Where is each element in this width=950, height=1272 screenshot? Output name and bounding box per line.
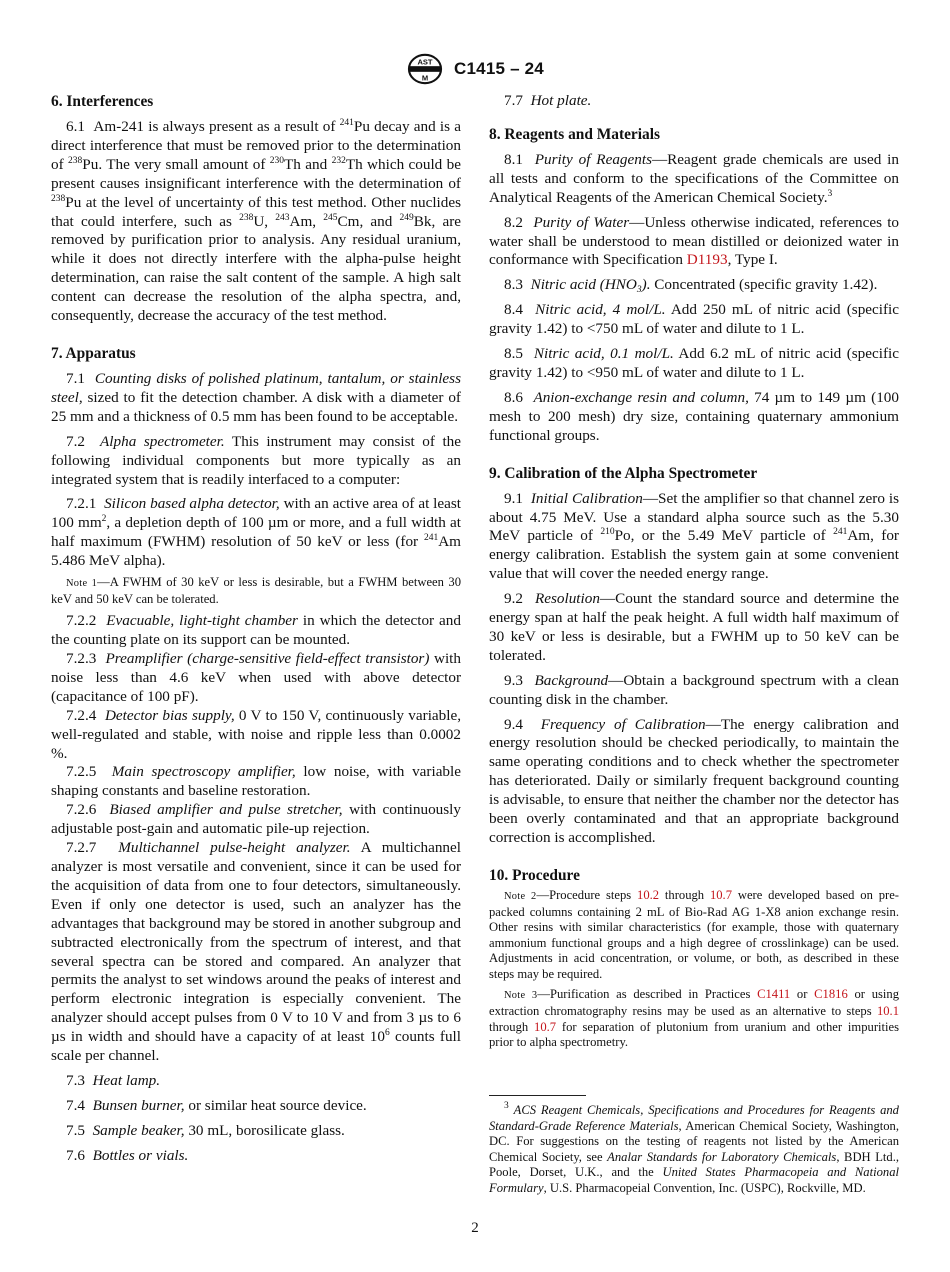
- section-7-heading: 7. Apparatus: [51, 344, 136, 362]
- para-7-7: 7.7 Hot plate.: [504, 92, 592, 109]
- para-7-2-3: 7.2.3 Preamplifier (charge-sensitive field-effect transistor) with noise less than 4.6 keV when used with above detector (capacitance of 100 pF).: [51, 650, 461, 705]
- para-9-2: 9.2 Resolution—Count the standard source and determine the energy span at half the peak height. A full width half maximum of 30 keV or less is desirable, but a FWHM up to 50 keV can be tolerated.: [489, 590, 899, 664]
- para-7-6: 7.6 Bottles or vials.: [66, 1146, 189, 1164]
- para-9-4: 9.4 Frequency of Calibration—The energy calibration and energy resolution should be checked periodically, to maintain the same operating conditions and to check whether the spectrometer has deteriorated. Daily or similarly frequent background counting is advisable, to ensure that neither the chamber nor the detector has been overly contaminated and that an appropriate background correction is accomplished.: [489, 715, 900, 846]
- link-10-1[interactable]: 10.1: [876, 1004, 899, 1019]
- standard-code: C1415 – 24: [454, 59, 544, 78]
- section-9-heading: 9. Calibration of the Alpha Spectrometer: [489, 464, 758, 482]
- para-7-2-6: 7.2.6 Biased amplifier and pulse stretcher, with continuously adjustable post-gain and automatic pile-up rejection.: [51, 801, 461, 838]
- link-10-2[interactable]: 10.2: [637, 887, 660, 902]
- note-3: Note 3—Purification as described in Practices C1411 or C1816 or using extraction chromatography resins may be used as an alternative to steps 10.1 through 10.7 for separation of plutonium from uranium and other impurities prior to alpha spectrometry.: [489, 987, 899, 1050]
- para-8-6: 8.6 Anion-exchange resin and column, 74 µm to 149 µm (100 mesh to 200 mesh) dry size, containing quaternary ammonium functional groups.: [489, 388, 899, 444]
- para-7-3: 7.3 Heat lamp.: [66, 1071, 161, 1089]
- para-8-4: 8.4 Nitric acid, 4 mol/L. Add 250 mL of nitric acid (specific gravity 1.42) to <750 mL of water and dilute to 1 L.: [489, 301, 900, 338]
- para-8-5: 8.5 Nitric acid, 0.1 mol/L. Add 6.2 mL of nitric acid (specific gravity 1.42) to <950 mL of water and dilute to 1 L.: [489, 345, 899, 381]
- link-10-7b[interactable]: 10.7: [534, 1019, 557, 1034]
- link-d1193[interactable]: D1193: [686, 251, 728, 269]
- para-7-2-7: 7.2.7 Multichannel pulse-height analyzer. A multichannel analyzer is most versatile and convenient, since it can be used for the acquisition of data from one to four detectors, simultaneously. Even if only one detector is used, such an analyzer has the advantages that background may be stored in another subgroup and subtracted electronically from the spectrum of interest, and that several spectra can be stored and compared. An analyzer that permits the analyst to set windows around the peaks of interest and perform electronic integration is especially convenient. The analyzer should accept pulses from 0 V to 10 V and from 3 µs to 6 µs in width and should have a capacity of at least $10^6$ counts full scale per channel.: [51, 839, 461, 1065]
- para-7-2-1: 7.2.1 Silicon based alpha detector, with an active area of at least 100 $mm^2$, a depletion depth of 100 µm or more, and a full width at half maximum (FWHM) resolution of 50 keV or less (for $^{241}$Am 5.486 MeV alpha).: [51, 495, 461, 570]
- left-column: [51, 92, 461, 1172]
- para-9-1: 9.1 Initial Calibration—Set the amplifier so that channel zero is about 4.75 MeV. Use a standard alpha source such as the 5.30 MeV particle of $^{210}$Po, or the 5.49 MeV particle of $^{241}$Am, for energy calibration. Establish the system gain at some convenient value that will cover the needed energy range.: [489, 489, 899, 583]
- para-7-2-5: 7.2.5 Main spectroscopy amplifier, low noise, with variable shaping constants and baseline restoration.: [51, 763, 461, 800]
- note-1: Note 1—A FWHM of 30 keV or less is desirable, but a FWHM between 30 keV and 50 keV can be tolerated.: [51, 575, 461, 606]
- para-7-4: 7.4 Bunsen burner, or similar heat source device.: [66, 1096, 367, 1114]
- section-10-heading: 10. Procedure: [489, 866, 580, 884]
- page-header: [0, 52, 950, 86]
- para-9-3: 9.3 Background—Obtain a background spectrum with a clean counting disk in the chamber.: [489, 671, 899, 708]
- para-7-5: 7.5 Sample beaker, 30 mL, borosilicate glass.: [66, 1121, 345, 1139]
- para-8-3: 8.3 Nitric acid $(HNO_3)$. Concentrated (specific gravity 1.42).: [504, 276, 878, 296]
- right-column: [489, 92, 899, 1056]
- para-6-1: 6.1 Am-241 is always present as a result of $^{241}$Pu decay and is a direct interference that must be removed prior to the determination of $^{238}$Pu. The very small amount of $^{230}$Th and $^{232}$Th which could be present causes insignificant interference with the determination of $^{238}$Pu at the level of uncertainty of this test method. Other nuclides that could interfere, such as $^{238}$U, $^{243}$Am, $^{245}$Cm, and $^{249}$Bk, are removed by purification prior to analysis. Any residual uranium, while it does not directly interfere with the alpha-pulse height determination, can raise the salt content of the sample. A high salt content can decrease the resolution of the alpha spectra, and, consequently, decrease the accuracy of the test method.: [51, 118, 462, 325]
- para-7-2-2: 7.2.2 Evacuable, light-tight chamber in which the detector and the counting plate on its support can be mounted.: [51, 612, 461, 649]
- link-10-7[interactable]: 10.7: [709, 887, 732, 902]
- footnote-3: $^3$ ACS Reagent Chemicals, Specifications and Procedures for Reagents and Standard-Grade Reference Materials, American Chemical Society, Washington, DC. For suggestions on the testing of reagents not listed by the American Chemical Society, see Analar Standards for Laboratory Chemicals, BDH Ltd., Poole, Dorset, U.K., and the United States Pharmacopeia and National Formulary, U.S. Pharmacopeial Convention, Inc. (USPC), Rockville, MD.: [489, 1101, 900, 1195]
- page-number: 2: [471, 1220, 479, 1236]
- para-7-2-4: 7.2.4 Detector bias supply, 0 V to 150 V, continuously variable, well-regulated and stable, with noise and ripple less than 0.0002 %.: [51, 706, 462, 762]
- svg-text:M: M: [421, 73, 429, 83]
- note-2: Note 2—Procedure steps 10.2 through 10.7 were developed based on pre-packed columns containing 2 mL of Bio-Rad AG 1-X8 anion exchange resin. Other resins with similar characteristics (for example, those with quaternary ammonium functional groups and a high degree of crosslinkage) can be used. Adjustments in acid concentration, or volume, or both, as described in these steps may be required.: [489, 887, 899, 981]
- para-7-1: 7.1 Counting disks of polished platinum, tantalum, or stainless steel, sized to fit the detection chamber. A disk with a diameter of 25 mm and a thickness of 0.5 mm has been found to be acceptable.: [51, 369, 461, 425]
- para-8-1: 8.1 Purity of Reagents—Reagent grade chemicals are used in all tests and conform to the specifications of the Committee on Analytical Reagents of the American Chemical Society.$^3$: [489, 150, 899, 206]
- para-7-2: 7.2 Alpha spectrometer. This instrument may consist of the following individual components but more typically as an integrated system that is readily interfaced to a computer:: [51, 432, 462, 488]
- footnote-rule: [489, 1095, 586, 1096]
- section-8-heading: 8. Reagents and Materials: [489, 125, 660, 143]
- link-c1816[interactable]: C1816: [814, 987, 848, 1002]
- para-8-2: 8.2 Purity of Water—Unless otherwise indicated, references to water shall be understood to mean distilled or deionized water in conformance with Specification D1193, Type I.: [489, 213, 900, 269]
- svg-text:AST: AST: [417, 57, 433, 67]
- link-c1411[interactable]: C1411: [757, 987, 791, 1002]
- section-6-heading: 6. Interferences: [51, 93, 154, 110]
- astm-logo: [406, 52, 444, 86]
